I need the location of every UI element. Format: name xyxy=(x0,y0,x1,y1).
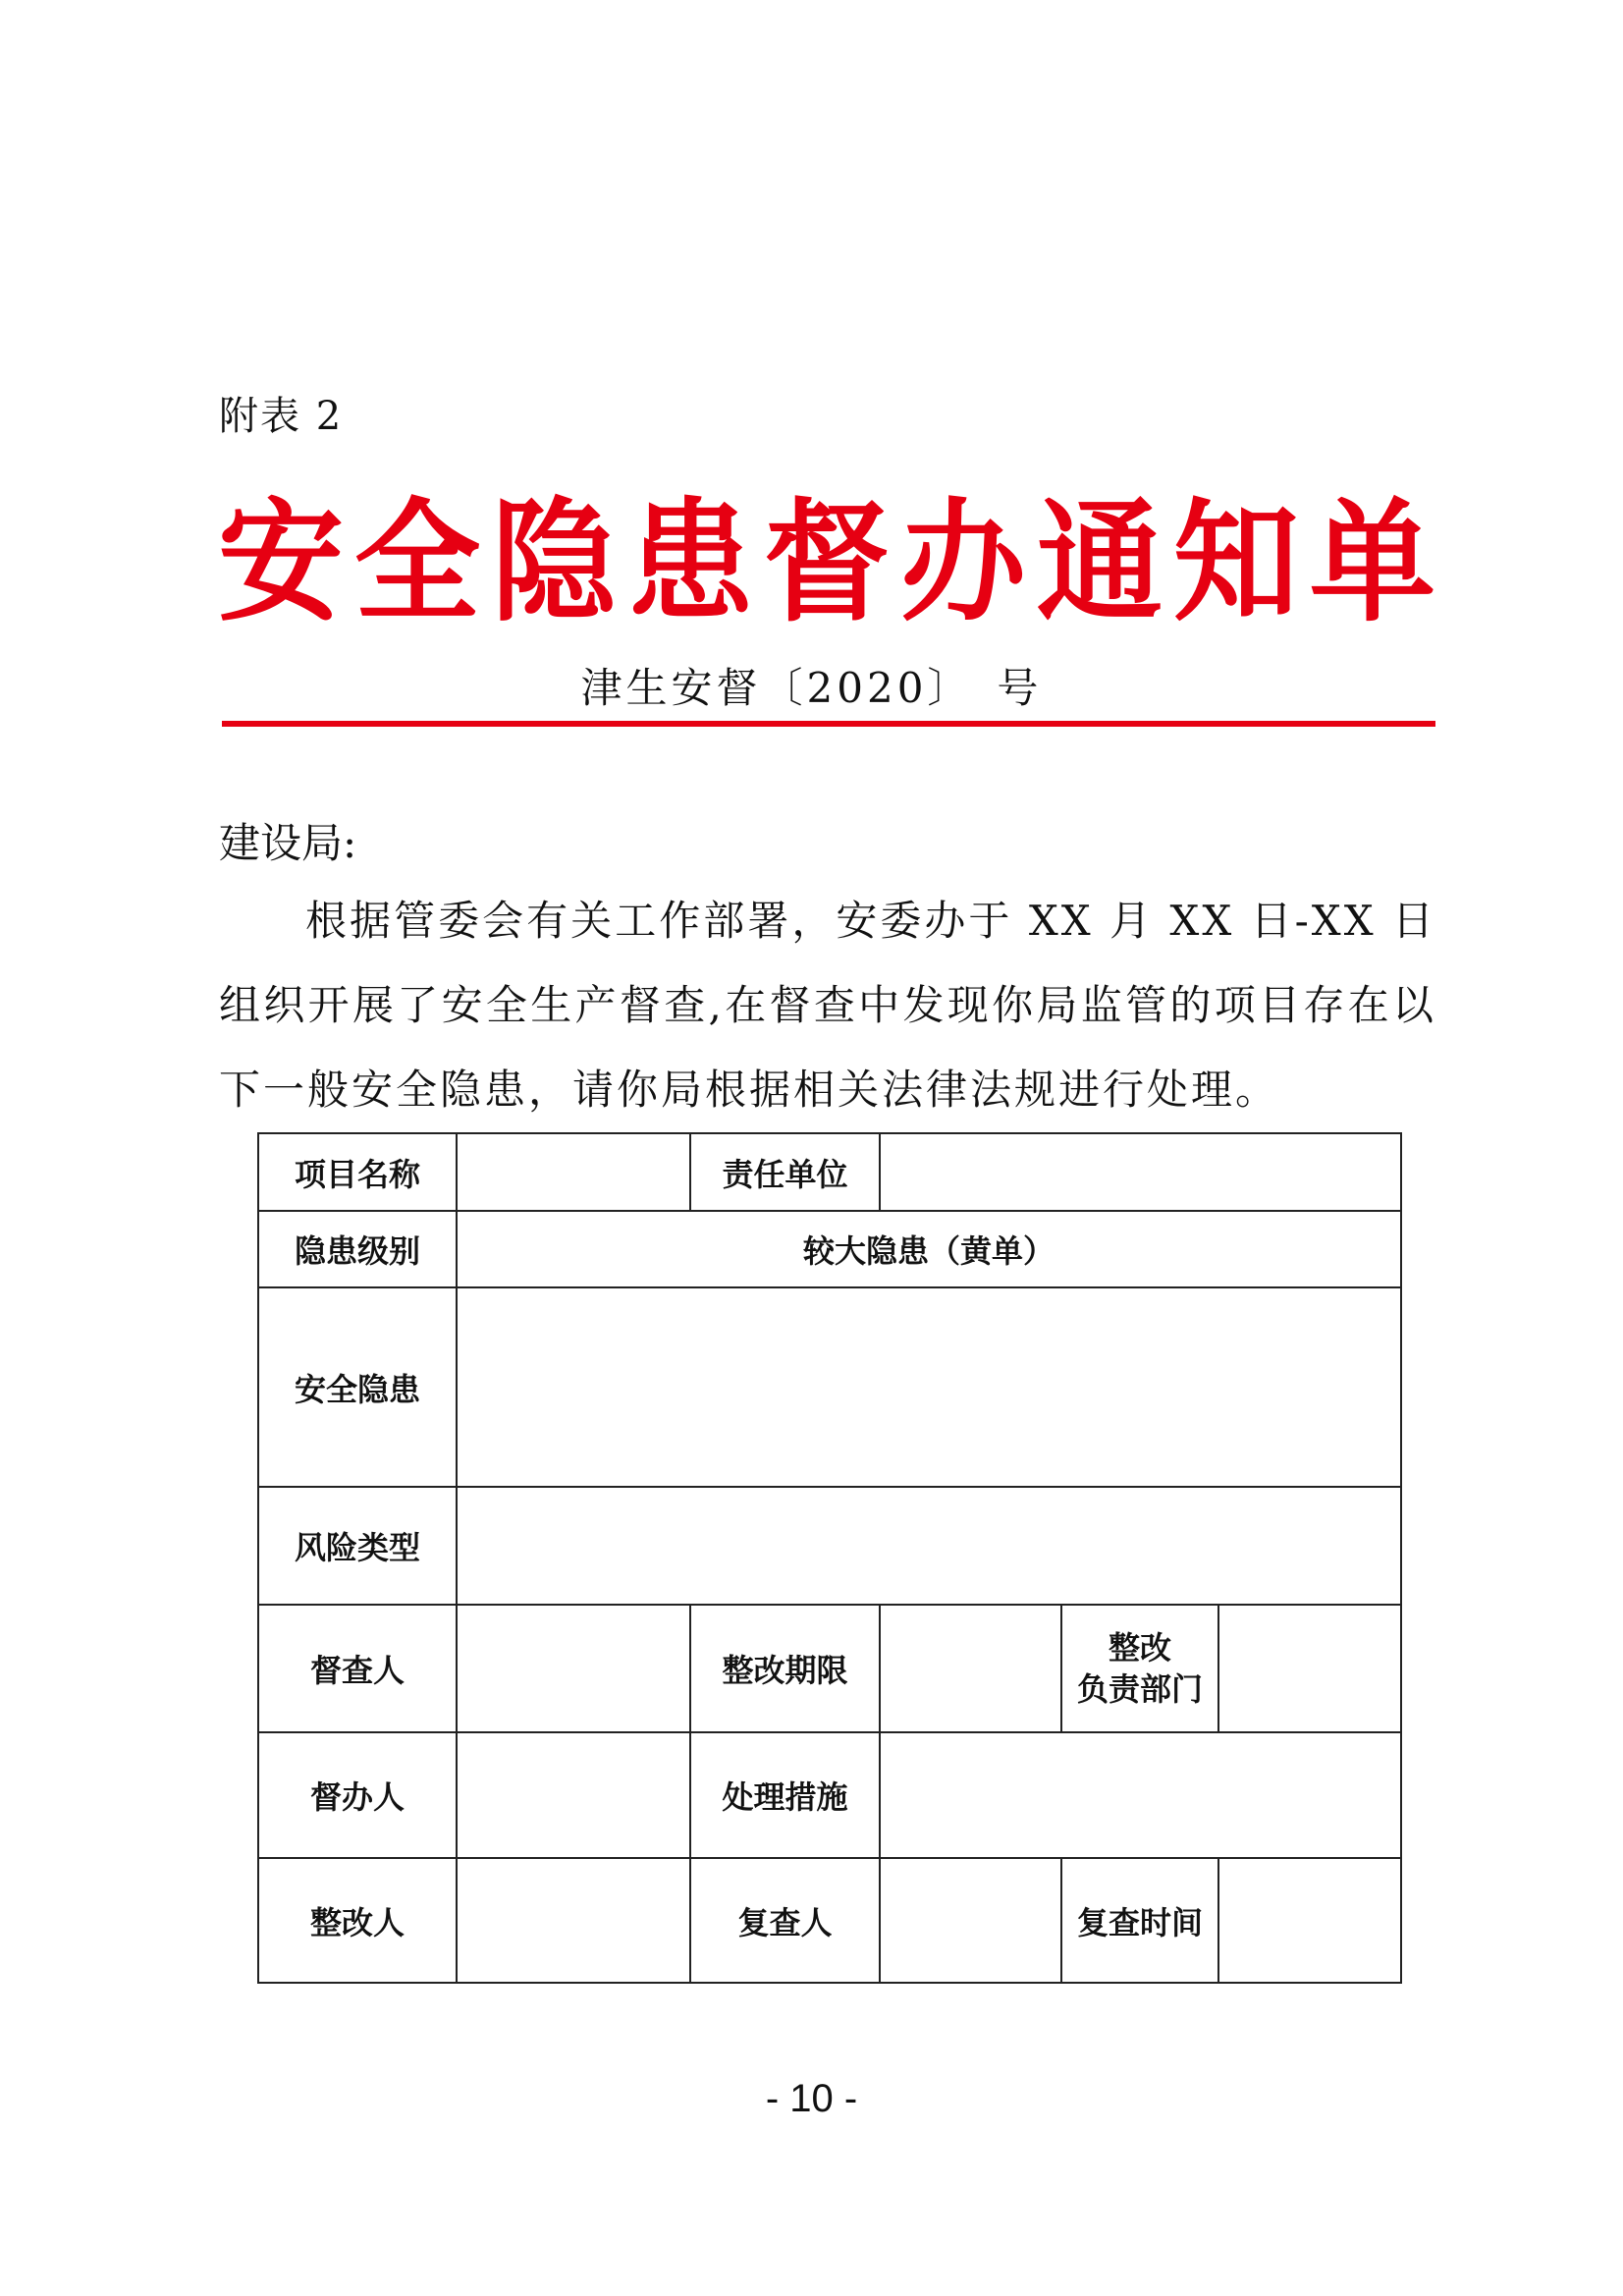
table-row xyxy=(258,1732,1401,1858)
table-row xyxy=(258,1858,1401,1983)
addressee: 建设局: xyxy=(219,819,357,867)
risk-type-cell[interactable] xyxy=(457,1487,1401,1605)
title-char: 单 xyxy=(1309,485,1435,640)
body-paragraph: 根据管委会有关工作部署，安委办于 XX 月 XX 日-XX 日组织开展了安全生产督查,在督查中发现你局监管的项目存在以下一般安全隐患，请你局根据相关法律法规进行处理。 xyxy=(219,897,1436,1114)
project-name-cell[interactable] xyxy=(457,1133,690,1211)
safety-hazard-label: 安全隐患 xyxy=(258,1287,457,1487)
supervisor-cell[interactable] xyxy=(457,1732,690,1858)
deadline-label: 整改期限 xyxy=(690,1605,880,1732)
rect-dept-cell[interactable] xyxy=(1218,1605,1401,1732)
title-char: 全 xyxy=(353,485,480,640)
hazard-level-value: 较大隐患（黄单） xyxy=(457,1211,1401,1287)
title-char: 知 xyxy=(1172,485,1299,640)
title-char: 隐 xyxy=(490,485,617,640)
document-number: 津生安督〔2020〕 号 xyxy=(580,664,1043,712)
title-char: 通 xyxy=(1036,485,1163,640)
table-row xyxy=(258,1605,1401,1732)
responsible-unit-label: 责任单位 xyxy=(690,1133,880,1211)
hazard-level-label: 隐患级别 xyxy=(258,1211,457,1287)
title-char: 安 xyxy=(218,485,345,640)
reinspect-time-label: 复查时间 xyxy=(1061,1858,1218,1983)
table-row xyxy=(258,1133,1401,1211)
rect-dept-label xyxy=(1061,1605,1218,1732)
project-name-label: 项目名称 xyxy=(258,1133,457,1211)
responsible-unit-cell[interactable] xyxy=(880,1133,1401,1211)
inspector-label: 督查人 xyxy=(258,1605,457,1732)
notice-form-table xyxy=(257,1132,1402,1984)
measures-cell[interactable] xyxy=(880,1732,1401,1858)
rectifier-cell[interactable] xyxy=(457,1858,690,1983)
rect-dept-label-line2: 负责部门 xyxy=(1076,1670,1203,1708)
table-row xyxy=(258,1487,1401,1605)
table-row xyxy=(258,1211,1401,1287)
page-number: - 10 - xyxy=(765,2077,858,2120)
inspector-cell[interactable] xyxy=(457,1605,690,1732)
title-char: 患 xyxy=(626,485,753,640)
body-paragraph-block xyxy=(219,879,1436,1132)
risk-type-label: 风险类型 xyxy=(258,1487,457,1605)
table-row xyxy=(258,1287,1401,1487)
document-title xyxy=(218,485,1435,640)
measures-label: 处理措施 xyxy=(690,1732,880,1858)
reinspect-time-cell[interactable] xyxy=(1218,1858,1401,1983)
title-char: 办 xyxy=(899,485,1026,640)
deadline-cell[interactable] xyxy=(880,1605,1061,1732)
title-char: 督 xyxy=(763,485,890,640)
rect-dept-label-line1: 整改 xyxy=(1108,1629,1171,1667)
rectifier-label: 整改人 xyxy=(258,1858,457,1983)
red-divider xyxy=(222,721,1435,727)
appendix-label: 附表 2 xyxy=(219,394,344,439)
supervisor-label: 督办人 xyxy=(258,1732,457,1858)
reinspector-label: 复查人 xyxy=(690,1858,880,1983)
reinspector-cell[interactable] xyxy=(880,1858,1061,1983)
safety-hazard-cell[interactable] xyxy=(457,1287,1401,1487)
